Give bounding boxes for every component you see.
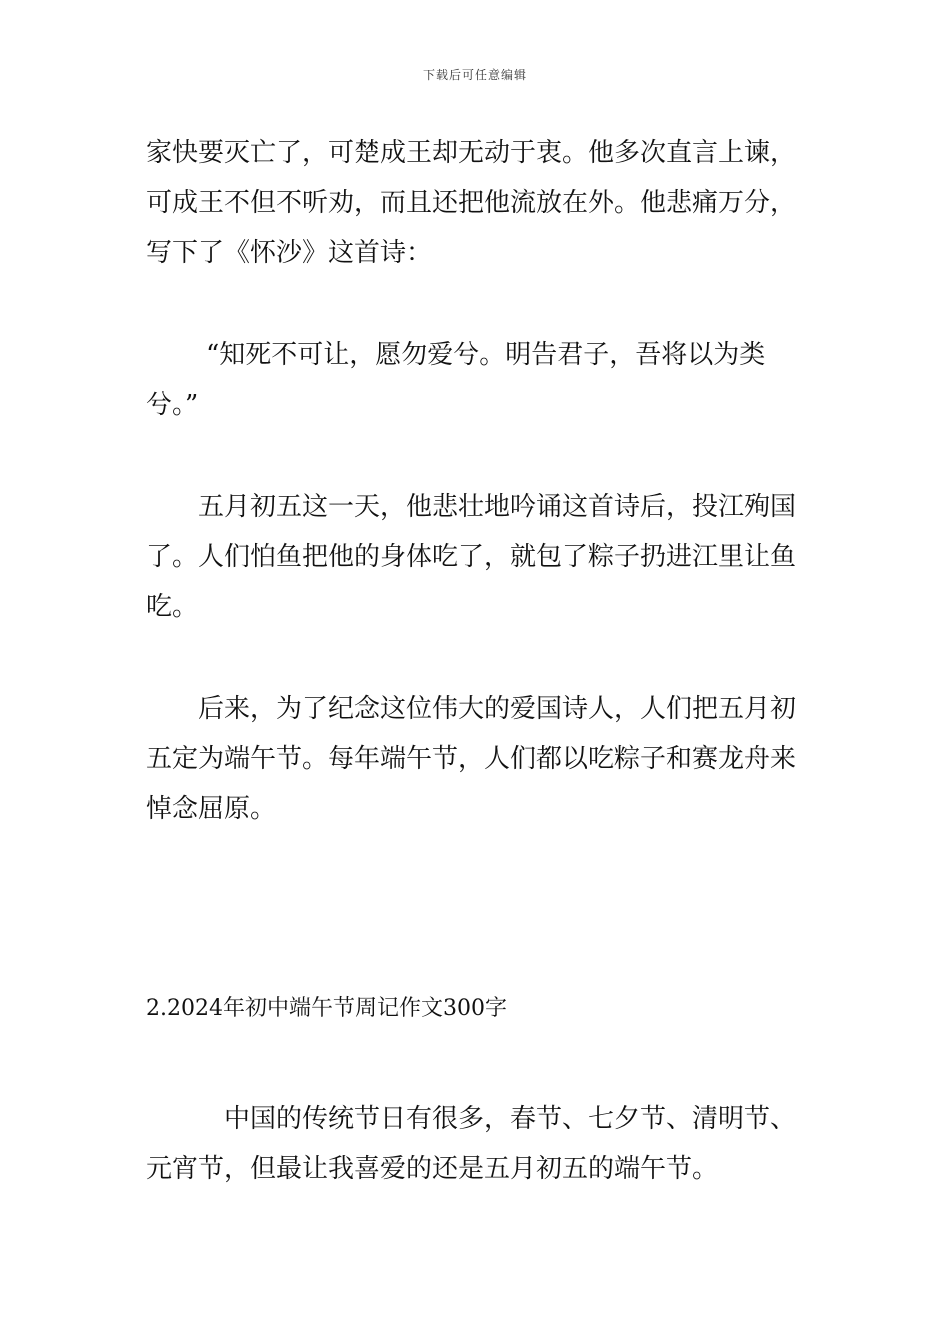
text-line: 五月初五这一天，他悲壮地吟诵这首诗后，投江殉国 bbox=[198, 492, 797, 522]
text-line: 元宵节，但最让我喜爱的还是五月初五的端午节。 bbox=[146, 1154, 719, 1184]
text-line: 悼念屈原。 bbox=[146, 794, 277, 824]
paragraph-spacer bbox=[146, 430, 811, 482]
poem-quote bbox=[146, 330, 811, 430]
text-line: 可成王不但不听劝，而且还把他流放在外。他悲痛万分， bbox=[146, 188, 797, 218]
paragraph-spacer bbox=[146, 1034, 811, 1094]
paragraph-1 bbox=[146, 128, 811, 278]
paragraph-spacer bbox=[146, 632, 811, 684]
text-line: 了。人们怕鱼把他的身体吃了，就包了粽子扔进江里让鱼 bbox=[146, 542, 797, 572]
paragraph-spacer bbox=[146, 278, 811, 330]
text-line: 中国的传统节日有很多，春节、七夕节、清明节、 bbox=[224, 1104, 797, 1134]
paragraph-4 bbox=[146, 1094, 811, 1194]
text-line: “知死不可让，愿勿爱兮。明告君子，吾将以为类 bbox=[206, 340, 766, 370]
text-line: 家快要灭亡了，可楚成王却无动于衷。他多次直言上谏， bbox=[146, 138, 797, 168]
section-heading: 2.2024年初中端午节周记作文300字 bbox=[146, 996, 507, 1021]
document-body bbox=[146, 128, 811, 1194]
paragraph-3 bbox=[146, 684, 811, 834]
text-line: 吃。 bbox=[146, 592, 199, 622]
text-line: 五定为端午节。每年端午节，人们都以吃粽子和赛龙舟来 bbox=[146, 744, 797, 774]
text-line: 兮。” bbox=[146, 390, 199, 420]
paragraph-2 bbox=[146, 482, 811, 632]
section-spacer bbox=[146, 834, 811, 984]
text-line: 写下了《怀沙》这首诗： bbox=[146, 238, 433, 268]
page-header: 下载后可任意编辑 bbox=[422, 68, 527, 82]
text-line: 后来，为了纪念这位伟大的爱国诗人，人们把五月初 bbox=[198, 694, 797, 724]
